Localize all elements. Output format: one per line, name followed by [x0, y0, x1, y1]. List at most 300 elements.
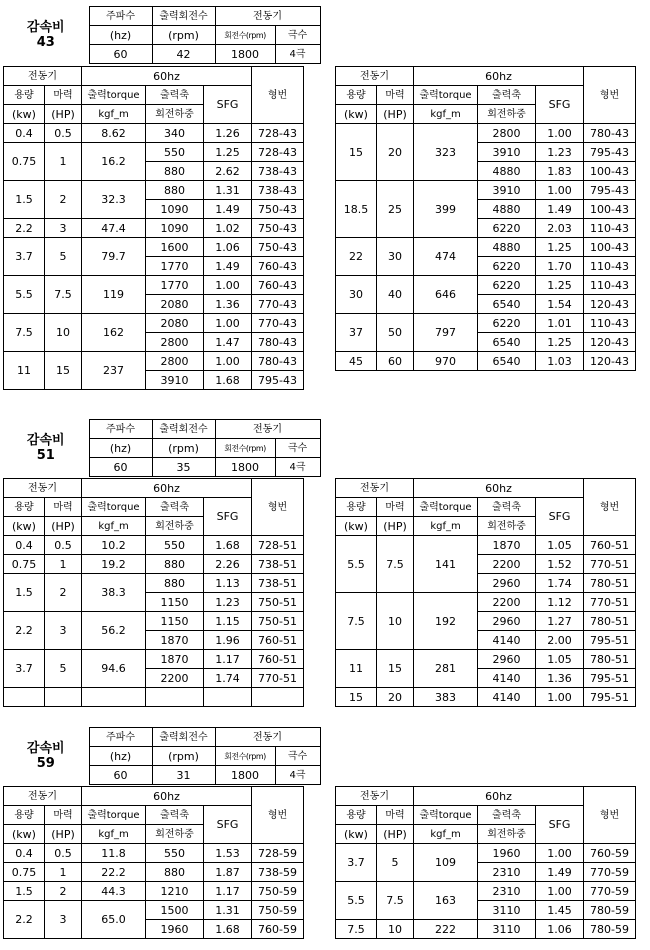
header-hp-unit: (HP) [377, 105, 414, 124]
cell-load: 4140 [478, 631, 536, 650]
cell-kw: 11 [4, 352, 45, 390]
cell-load: 550 [146, 844, 204, 863]
cell-load: 340 [146, 124, 204, 143]
cell-hp [45, 688, 82, 707]
cell-model: 100-43 [584, 162, 636, 181]
cell-sfg: 1.26 [204, 124, 252, 143]
header-load-2: 회전하중 [478, 517, 536, 536]
cell-load: 550 [146, 536, 204, 555]
cell-sfg: 1.23 [536, 143, 584, 162]
cell-sfg: 2.26 [204, 555, 252, 574]
cell-sfg: 1.49 [204, 200, 252, 219]
cell-kw: 0.4 [4, 844, 45, 863]
cell-load: 6540 [478, 352, 536, 371]
cell-model: 750-59 [252, 901, 304, 920]
cell-torque: 970 [414, 352, 478, 371]
cell-kw: 45 [336, 352, 377, 371]
ratio-label: 감속비 [26, 741, 65, 756]
cell-kw: 30 [336, 276, 377, 314]
cell-load: 1770 [146, 257, 204, 276]
table-row [4, 238, 304, 257]
cell-torque: 8.62 [82, 124, 146, 143]
cell-model: 795-43 [584, 181, 636, 200]
table-row [4, 124, 304, 143]
cell-kw: 37 [336, 314, 377, 352]
cell-kw: 3.7 [336, 844, 377, 882]
cell-torque: 399 [414, 181, 478, 238]
header-hp-unit: (HP) [377, 825, 414, 844]
header-capacity-unit: (kw) [4, 825, 45, 844]
motor-rpm-label: 회전수(rpm) [215, 747, 275, 766]
cell-torque: 56.2 [82, 612, 146, 650]
cell-hp: 40 [377, 276, 414, 314]
header-model: 형번 [252, 479, 304, 536]
table-row [4, 276, 304, 295]
cell-load: 880 [146, 162, 204, 181]
table-row [336, 124, 636, 143]
cell-hp: 20 [377, 124, 414, 181]
cell-model: 120-43 [584, 295, 636, 314]
cell-model: 795-51 [584, 669, 636, 688]
cell-kw: 7.5 [336, 593, 377, 650]
cell-hp: 3 [45, 901, 82, 939]
cell-kw: 0.4 [4, 536, 45, 555]
cell-torque: 11.8 [82, 844, 146, 863]
cell-model: 780-51 [584, 650, 636, 669]
freq-label: 주파수 [89, 7, 152, 26]
cell-load: 3910 [146, 371, 204, 390]
cell-load: 1960 [146, 920, 204, 939]
cell-load: 6220 [478, 314, 536, 333]
poles-label: 극수 [275, 747, 320, 766]
cell-sfg: 1.68 [204, 536, 252, 555]
cell-sfg: 1.36 [536, 669, 584, 688]
cell-load: 1870 [146, 631, 204, 650]
cell-hp: 20 [377, 688, 414, 707]
cell-model: 728-51 [252, 536, 304, 555]
table-row [336, 238, 636, 257]
header-hp: 마력 [377, 86, 414, 105]
ratio-label: 감속비 [26, 20, 65, 35]
motor-rpm-value: 1800 [215, 458, 275, 477]
cell-sfg: 2.00 [536, 631, 584, 650]
cell-model: 795-51 [584, 631, 636, 650]
cell-hp: 7.5 [45, 276, 82, 314]
cell-torque: 797 [414, 314, 478, 352]
motor-label: 전동기 [215, 728, 320, 747]
output-rpm-value: 35 [152, 458, 215, 477]
cell-sfg [204, 688, 252, 707]
header-torque: 출력torque [414, 86, 478, 105]
header-freq: 60hz [82, 479, 252, 498]
header-motor: 전동기 [4, 479, 82, 498]
cell-hp: 3 [45, 612, 82, 650]
cell-sfg: 1.49 [204, 257, 252, 276]
header-load-2: 회전하중 [478, 105, 536, 124]
cell-sfg: 1.70 [536, 257, 584, 276]
cell-sfg: 1.00 [536, 688, 584, 707]
header-torque-unit: kgf_m [82, 105, 146, 124]
cell-sfg: 1.00 [204, 314, 252, 333]
output-rpm-value: 31 [152, 766, 215, 785]
cell-sfg: 1.83 [536, 162, 584, 181]
cell-sfg: 1.96 [204, 631, 252, 650]
cell-kw: 1.5 [4, 181, 45, 219]
cell-sfg: 1.36 [204, 295, 252, 314]
cell-torque: 16.2 [82, 143, 146, 181]
header-capacity-unit: (kw) [4, 517, 45, 536]
header-motor: 전동기 [336, 787, 414, 806]
cell-model: 770-59 [584, 863, 636, 882]
header-hp: 마력 [377, 498, 414, 517]
spec-table-left [3, 66, 304, 390]
table-row [4, 143, 304, 162]
output-rpm-label: 출력회전수 [152, 7, 215, 26]
cell-model: 110-43 [584, 314, 636, 333]
header-hp: 마력 [377, 806, 414, 825]
cell-hp: 25 [377, 181, 414, 238]
cell-load: 4140 [478, 669, 536, 688]
header-load: 출력축 [478, 498, 536, 517]
header-sfg: SFG [204, 806, 252, 844]
cell-load: 6540 [478, 295, 536, 314]
cell-load: 550 [146, 143, 204, 162]
poles-label: 극수 [275, 26, 320, 45]
table-row [4, 844, 304, 863]
cell-model: 760-43 [252, 257, 304, 276]
cell-sfg: 1.15 [204, 612, 252, 631]
cell-model: 780-51 [584, 574, 636, 593]
header-load: 출력축 [146, 806, 204, 825]
cell-model: 760-59 [584, 844, 636, 863]
motor-rpm-value: 1800 [215, 45, 275, 64]
cell-load [146, 688, 204, 707]
header-model: 형번 [252, 67, 304, 124]
cell-sfg: 1.12 [536, 593, 584, 612]
motor-label: 전동기 [215, 420, 320, 439]
cell-model: 780-43 [584, 124, 636, 143]
cell-load: 6540 [478, 333, 536, 352]
freq-value: 60 [89, 45, 152, 64]
cell-torque: 79.7 [82, 238, 146, 276]
cell-sfg: 1.06 [536, 920, 584, 939]
freq-unit: (hz) [89, 439, 152, 458]
cell-torque: 38.3 [82, 574, 146, 612]
table-row [336, 844, 636, 863]
table-row [336, 314, 636, 333]
header-torque-unit: kgf_m [414, 517, 478, 536]
cell-model: 110-43 [584, 257, 636, 276]
cell-kw: 5.5 [4, 276, 45, 314]
cell-model: 728-43 [252, 124, 304, 143]
ratio-title-cell [3, 420, 89, 477]
cell-load: 880 [146, 555, 204, 574]
cell-sfg: 2.03 [536, 219, 584, 238]
cell-hp: 2 [45, 181, 82, 219]
cell-load: 4880 [478, 238, 536, 257]
cell-load: 6220 [478, 257, 536, 276]
cell-hp: 1 [45, 143, 82, 181]
cell-torque: 163 [414, 882, 478, 920]
cell-model: 780-43 [252, 352, 304, 371]
ratio-title-cell [3, 7, 89, 64]
cell-load: 4880 [478, 162, 536, 181]
cell-torque: 162 [82, 314, 146, 352]
header-torque-unit: kgf_m [82, 825, 146, 844]
freq-unit: (hz) [89, 26, 152, 45]
cell-model: 780-59 [584, 901, 636, 920]
cell-kw: 1.5 [4, 882, 45, 901]
cell-model: 750-43 [252, 219, 304, 238]
cell-hp: 5 [377, 844, 414, 882]
cell-load: 3910 [478, 181, 536, 200]
header-load-2: 회전하중 [478, 825, 536, 844]
cell-load: 6220 [478, 276, 536, 295]
cell-load: 880 [146, 181, 204, 200]
cell-model: 100-43 [584, 200, 636, 219]
cell-torque: 192 [414, 593, 478, 650]
header-sfg: SFG [204, 498, 252, 536]
header-hp: 마력 [45, 86, 82, 105]
header-torque-unit: kgf_m [414, 105, 478, 124]
cell-sfg: 1.02 [204, 219, 252, 238]
cell-sfg: 1.74 [204, 669, 252, 688]
cell-model: 780-51 [584, 612, 636, 631]
cell-load: 880 [146, 863, 204, 882]
motor-rpm-label: 회전수(rpm) [215, 26, 275, 45]
cell-model: 750-51 [252, 612, 304, 631]
cell-load: 4880 [478, 200, 536, 219]
cell-hp: 7.5 [377, 882, 414, 920]
cell-load: 2200 [478, 555, 536, 574]
header-model: 형번 [584, 479, 636, 536]
cell-load: 1600 [146, 238, 204, 257]
header-torque-unit: kgf_m [414, 825, 478, 844]
header-motor: 전동기 [4, 67, 82, 86]
cell-sfg: 1.31 [204, 901, 252, 920]
cell-kw: 15 [336, 124, 377, 181]
table-row [4, 574, 304, 593]
cell-load: 1870 [478, 536, 536, 555]
cell-load: 2960 [478, 574, 536, 593]
cell-model: 770-43 [252, 295, 304, 314]
cell-torque: 474 [414, 238, 478, 276]
cell-model: 770-59 [584, 882, 636, 901]
header-sfg: SFG [536, 806, 584, 844]
output-rpm-value: 42 [152, 45, 215, 64]
cell-hp: 50 [377, 314, 414, 352]
table-row [336, 593, 636, 612]
cell-torque: 47.4 [82, 219, 146, 238]
cell-load: 1500 [146, 901, 204, 920]
header-capacity: 용량 [4, 86, 45, 105]
cell-sfg: 1.17 [204, 882, 252, 901]
table-row [336, 536, 636, 555]
cell-sfg: 1.23 [204, 593, 252, 612]
header-freq: 60hz [414, 787, 584, 806]
table-row [336, 688, 636, 707]
cell-model: 120-43 [584, 333, 636, 352]
cell-hp: 0.5 [45, 536, 82, 555]
cell-hp: 10 [377, 593, 414, 650]
cell-load: 2310 [478, 882, 536, 901]
cell-model: 750-59 [252, 882, 304, 901]
output-rpm-label: 출력회전수 [152, 420, 215, 439]
header-model: 형번 [584, 67, 636, 124]
cell-model: 738-51 [252, 574, 304, 593]
cell-kw: 0.75 [4, 863, 45, 882]
table-row [4, 650, 304, 669]
header-torque: 출력torque [414, 498, 478, 517]
header-freq: 60hz [414, 67, 584, 86]
cell-model [252, 688, 304, 707]
header-sfg: SFG [536, 498, 584, 536]
ratio-value: 43 [36, 35, 55, 50]
cell-sfg: 1.00 [204, 276, 252, 295]
cell-load: 6220 [478, 219, 536, 238]
cell-model: 728-59 [252, 844, 304, 863]
cell-kw: 18.5 [336, 181, 377, 238]
cell-sfg: 1.31 [204, 181, 252, 200]
cell-kw: 3.7 [4, 650, 45, 688]
cell-model: 795-43 [584, 143, 636, 162]
header-freq: 60hz [82, 67, 252, 86]
cell-hp: 30 [377, 238, 414, 276]
cell-kw: 5.5 [336, 536, 377, 593]
cell-kw: 0.75 [4, 555, 45, 574]
header-capacity-unit: (kw) [336, 105, 377, 124]
header-motor: 전동기 [4, 787, 82, 806]
header-load: 출력축 [478, 86, 536, 105]
cell-hp: 7.5 [377, 536, 414, 593]
header-load-2: 회전하중 [146, 517, 204, 536]
cell-hp: 5 [45, 650, 82, 688]
header-capacity: 용량 [4, 806, 45, 825]
cell-sfg: 1.25 [536, 276, 584, 295]
header-hp-unit: (HP) [377, 517, 414, 536]
cell-load: 1770 [146, 276, 204, 295]
header-capacity-unit: (kw) [4, 105, 45, 124]
cell-torque: 141 [414, 536, 478, 593]
cell-model: 738-43 [252, 162, 304, 181]
cell-kw: 0.4 [4, 124, 45, 143]
cell-model: 110-43 [584, 276, 636, 295]
table-row [4, 882, 304, 901]
cell-sfg: 1.54 [536, 295, 584, 314]
cell-model: 760-43 [252, 276, 304, 295]
header-capacity-unit: (kw) [336, 517, 377, 536]
table-row [4, 901, 304, 920]
cell-load: 2200 [478, 593, 536, 612]
spec-table-left [3, 478, 304, 707]
cell-hp: 60 [377, 352, 414, 371]
cell-model: 738-51 [252, 555, 304, 574]
table-row [4, 863, 304, 882]
cell-torque: 10.2 [82, 536, 146, 555]
cell-sfg: 1.00 [536, 181, 584, 200]
cell-model: 120-43 [584, 352, 636, 371]
cell-kw: 11 [336, 650, 377, 688]
header-torque: 출력torque [82, 498, 146, 517]
cell-hp: 15 [45, 352, 82, 390]
cell-hp: 3 [45, 219, 82, 238]
cell-kw: 22 [336, 238, 377, 276]
cell-torque: 383 [414, 688, 478, 707]
freq-value: 60 [89, 458, 152, 477]
cell-torque: 65.0 [82, 901, 146, 939]
header-freq: 60hz [414, 479, 584, 498]
cell-load: 1090 [146, 200, 204, 219]
cell-load: 3110 [478, 920, 536, 939]
cell-load: 2200 [146, 669, 204, 688]
cell-load: 1150 [146, 593, 204, 612]
ratio-label: 감속비 [26, 433, 65, 448]
cell-load: 1150 [146, 612, 204, 631]
header-sfg: SFG [536, 86, 584, 124]
motor-label: 전동기 [215, 7, 320, 26]
header-model: 형번 [252, 787, 304, 844]
cell-load: 1090 [146, 219, 204, 238]
motor-rpm-label: 회전수(rpm) [215, 439, 275, 458]
table-row [336, 882, 636, 901]
spec-table-right [335, 478, 636, 707]
cell-sfg: 1.13 [204, 574, 252, 593]
cell-load: 2960 [478, 650, 536, 669]
header-torque: 출력torque [82, 86, 146, 105]
cell-model: 770-43 [252, 314, 304, 333]
cell-torque: 22.2 [82, 863, 146, 882]
cell-hp: 0.5 [45, 124, 82, 143]
cell-model: 100-43 [584, 238, 636, 257]
table-row [4, 612, 304, 631]
cell-torque: 19.2 [82, 555, 146, 574]
header-freq: 60hz [82, 787, 252, 806]
header-capacity-unit: (kw) [336, 825, 377, 844]
cell-sfg: 1.03 [536, 352, 584, 371]
table-row [4, 219, 304, 238]
cell-torque: 237 [82, 352, 146, 390]
ratio-info-table [3, 727, 321, 785]
cell-torque: 281 [414, 650, 478, 688]
table-row [4, 555, 304, 574]
header-model: 형번 [584, 787, 636, 844]
table-row [336, 181, 636, 200]
cell-sfg: 1.05 [536, 650, 584, 669]
header-hp-unit: (HP) [45, 825, 82, 844]
cell-sfg: 1.87 [204, 863, 252, 882]
cell-model: 780-59 [584, 920, 636, 939]
cell-sfg: 1.00 [536, 844, 584, 863]
cell-model: 110-43 [584, 219, 636, 238]
ratio-value: 51 [36, 448, 55, 463]
cell-kw: 15 [336, 688, 377, 707]
cell-model: 760-51 [252, 631, 304, 650]
table-row [4, 314, 304, 333]
cell-load: 3110 [478, 901, 536, 920]
cell-kw: 2.2 [4, 901, 45, 939]
cell-sfg: 1.27 [536, 612, 584, 631]
cell-load: 2800 [146, 352, 204, 371]
freq-label: 주파수 [89, 728, 152, 747]
cell-sfg: 2.62 [204, 162, 252, 181]
freq-value: 60 [89, 766, 152, 785]
cell-torque: 323 [414, 124, 478, 181]
cell-kw: 7.5 [4, 314, 45, 352]
table-row [336, 276, 636, 295]
cell-hp: 5 [45, 238, 82, 276]
header-capacity: 용량 [336, 86, 377, 105]
cell-model: 780-43 [252, 333, 304, 352]
